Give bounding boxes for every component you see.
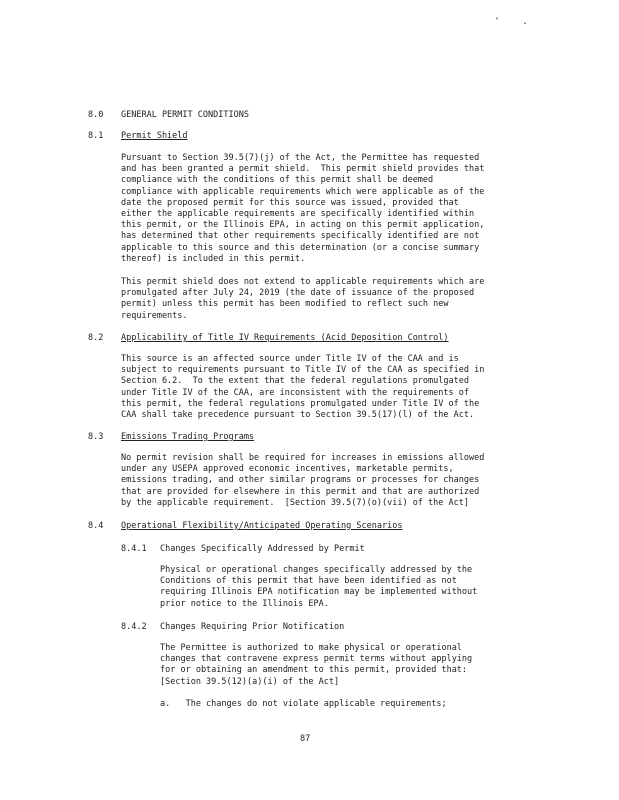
subsection-8-2-title: Applicability of Title IV Requirements (Acid Deposition Control) (121, 333, 449, 343)
subsection-8-1-title: Permit Shield (121, 131, 188, 141)
item-8-4-1-body: Physical or operational changes specifically addressed by the Conditions of this permit that have been identified as not requiring Illinois EPA notification may be implemented without prior notice to the Illinois EPA. (160, 565, 478, 609)
item-8-4-2-a: a. The changes do not violate applicable requirements; (160, 699, 447, 709)
emissions-trading-paragraph: No permit revision shall be required for increases in emissions allowed under any USEPA approved economic incentives, marketable permits, emissions trading, and other similar programs or processes for changes that are provided for elsewhere in this permit and that are authorized by the applicable requirement. [Section 39.5(7)(o)(vii) of the Act] (121, 453, 485, 508)
permit-shield-paragraph-2: This permit shield does not extend to applicable requirements which are promulgated after July 24, 2019 (the date of issuance of the proposed permit) unless this permit has been modified to reflect such new requirements. (121, 277, 485, 321)
subsection-8-3-title: Emissions Trading Programs (121, 432, 255, 442)
section-title: GENERAL PERMIT CONDITIONS (121, 110, 249, 120)
item-8-4-2-body: The Permittee is authorized to make physical or operational changes that contravene express permit terms without applying for or obtaining an amendment to this permit, provided that: [Section 39.5(12)(a)(i) of the Act] (160, 643, 473, 687)
permit-shield-paragraph-1: Pursuant to Section 39.5(7)(j) of the Act, the Permittee has requested and has been granted a permit shield. This permit shield provides that compliance with the conditions of this permit shall be deemed compliance with applicable requirements which were applicable as of the date the proposed permit for this source was issued, provided that either the applicable requirements are specifically identified within this permit, or the Illinois EPA, in acting on this permit application, has determined that other requirements specifically identified are not applicable to this source and this determination (or a concise summary thereof) is included in this permit. (121, 153, 485, 264)
subsection-8-1-number: 8.1 (88, 131, 104, 141)
item-8-4-2-number: 8.4.2 (121, 622, 147, 632)
item-8-4-2-title: Changes Requiring Prior Notification (160, 622, 345, 632)
subsection-8-4-number: 8.4 (88, 521, 104, 531)
scan-marks: ' . (494, 16, 537, 27)
subsection-8-4-title: Operational Flexibility/Anticipated Operating Scenarios (121, 521, 403, 531)
title-iv-paragraph: This source is an affected source under Title IV of the CAA and is subject to requirements pursuant to Title IV of the CAA as specified in Section 6.2. To the extent that the federal regulations promulgated under Title IV of the CAA, are inconsistent with the requirements of this permit, the federal regulations promulgated under Title IV of the CAA shall take precedence pursuant to Section 39.5(17)(l) of the Act. (121, 354, 485, 421)
item-8-4-1-number: 8.4.1 (121, 544, 147, 554)
section-number: 8.0 (88, 110, 104, 120)
subsection-8-3-number: 8.3 (88, 432, 104, 442)
subsection-8-2-number: 8.2 (88, 333, 104, 343)
item-8-4-1-title: Changes Specifically Addressed by Permit (160, 544, 365, 554)
page-number: 87 (300, 734, 311, 744)
